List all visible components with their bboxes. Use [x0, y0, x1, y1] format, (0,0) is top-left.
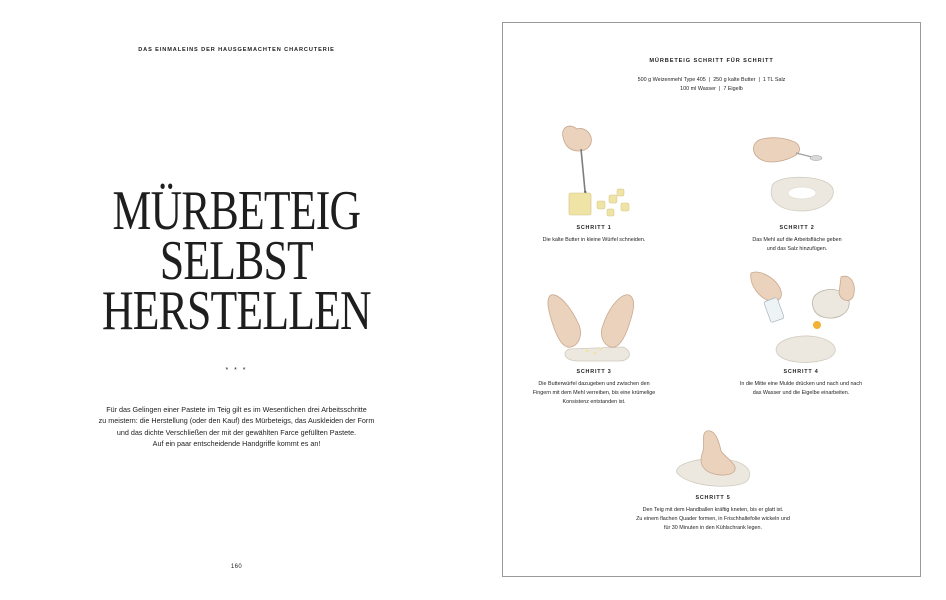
ingredient: 100 ml Wasser [680, 86, 716, 92]
step-1 [514, 121, 674, 245]
ingredient-line [503, 76, 920, 85]
ingredient: 7 Eigelb [723, 86, 743, 92]
kneading-dough-illustration [663, 427, 763, 491]
intro-line: Für das Gelingen einer Pastete im Teig gilt es im Wesentlichen drei Arbeitsschritte [106, 405, 367, 414]
step-text-line: Die Butterwürfel dazugeben und zwischen den [538, 381, 650, 387]
separator: | [718, 86, 721, 92]
step-label: SCHRITT 4 [783, 369, 819, 375]
rubbing-flour-illustration [539, 289, 649, 365]
intro-line: zu meistern: die Herstellung (oder den Kauf) des Mürbeteigs, das Auskleiden der Form [98, 416, 375, 426]
step-text-line: Zu einem flachen Quader formen, in Frischhaltefolie wickeln und [636, 516, 790, 522]
ornament-divider: * * * [225, 367, 248, 374]
ingredient-line [503, 85, 920, 94]
separator: | [758, 77, 760, 83]
title-line: SELBST [159, 230, 313, 292]
step-3 [514, 289, 674, 407]
step-text-line: Konsistenz entstanden ist. [562, 399, 626, 405]
flour-salt-illustration [742, 131, 852, 221]
recipe-box-title: MÜRBETEIG SCHRITT FÜR SCHRITT [649, 58, 774, 64]
step-text-line: Das Mehl auf die Arbeitsfläche geben [752, 237, 842, 243]
intro-paragraph [80, 404, 393, 450]
step-label: SCHRITT 1 [576, 225, 612, 231]
step-description [514, 236, 674, 245]
ingredient: 1 TL Salz [762, 77, 786, 83]
step-description [717, 236, 877, 254]
ingredient-list [503, 76, 920, 94]
step-description [514, 380, 674, 407]
step-2 [717, 131, 877, 254]
ingredient: 500 g Weizenmehl Type 405 [637, 77, 706, 83]
title-line: HERSTELLEN [101, 280, 371, 342]
title-line: MÜRBETEIG [112, 180, 361, 242]
step-description [613, 506, 813, 533]
step-4 [721, 267, 881, 398]
step-text-line: das Wasser und die Eigelbe einarbeiten. [752, 390, 850, 396]
step-5 [613, 427, 813, 533]
page-number: 160 [230, 564, 243, 570]
water-yolk-illustration [741, 267, 861, 365]
recipe-box [502, 22, 921, 577]
step-text-line: für 30 Minuten in den Kühlschrank legen. [664, 525, 762, 531]
intro-line: Auf ein paar entscheidende Handgriffe kommt es an! [152, 439, 321, 449]
butter-cubes-knife-illustration [539, 121, 649, 221]
running-head: DAS EINMALEINS DER HAUSGEMACHTEN CHARCUTERIE [138, 47, 335, 53]
step-text-line: und das Salz hinzufügen. [766, 246, 828, 252]
step-text-line: Die kalte Butter in kleine Würfel schneiden. [542, 237, 646, 243]
step-label: SCHRITT 3 [576, 369, 612, 375]
step-label: SCHRITT 2 [779, 225, 815, 231]
ingredient: 250 g kalte Butter [713, 77, 756, 83]
page-title [52, 180, 421, 342]
step-label: SCHRITT 5 [695, 495, 731, 501]
step-description [721, 380, 881, 398]
separator: | [708, 77, 711, 83]
step-text-line: Den Teig mit dem Handballen kräftig kneten, bis er glatt ist. [642, 507, 784, 513]
intro-line: und das dichte Verschließen der mit der gewählten Farce gefüllten Pastete. [116, 427, 357, 437]
step-text-line: Fingern mit dem Mehl verreiben, bis eine krümelige [532, 390, 656, 396]
step-text-line: In die Mitte eine Mulde drücken und nach und nach [739, 381, 863, 387]
